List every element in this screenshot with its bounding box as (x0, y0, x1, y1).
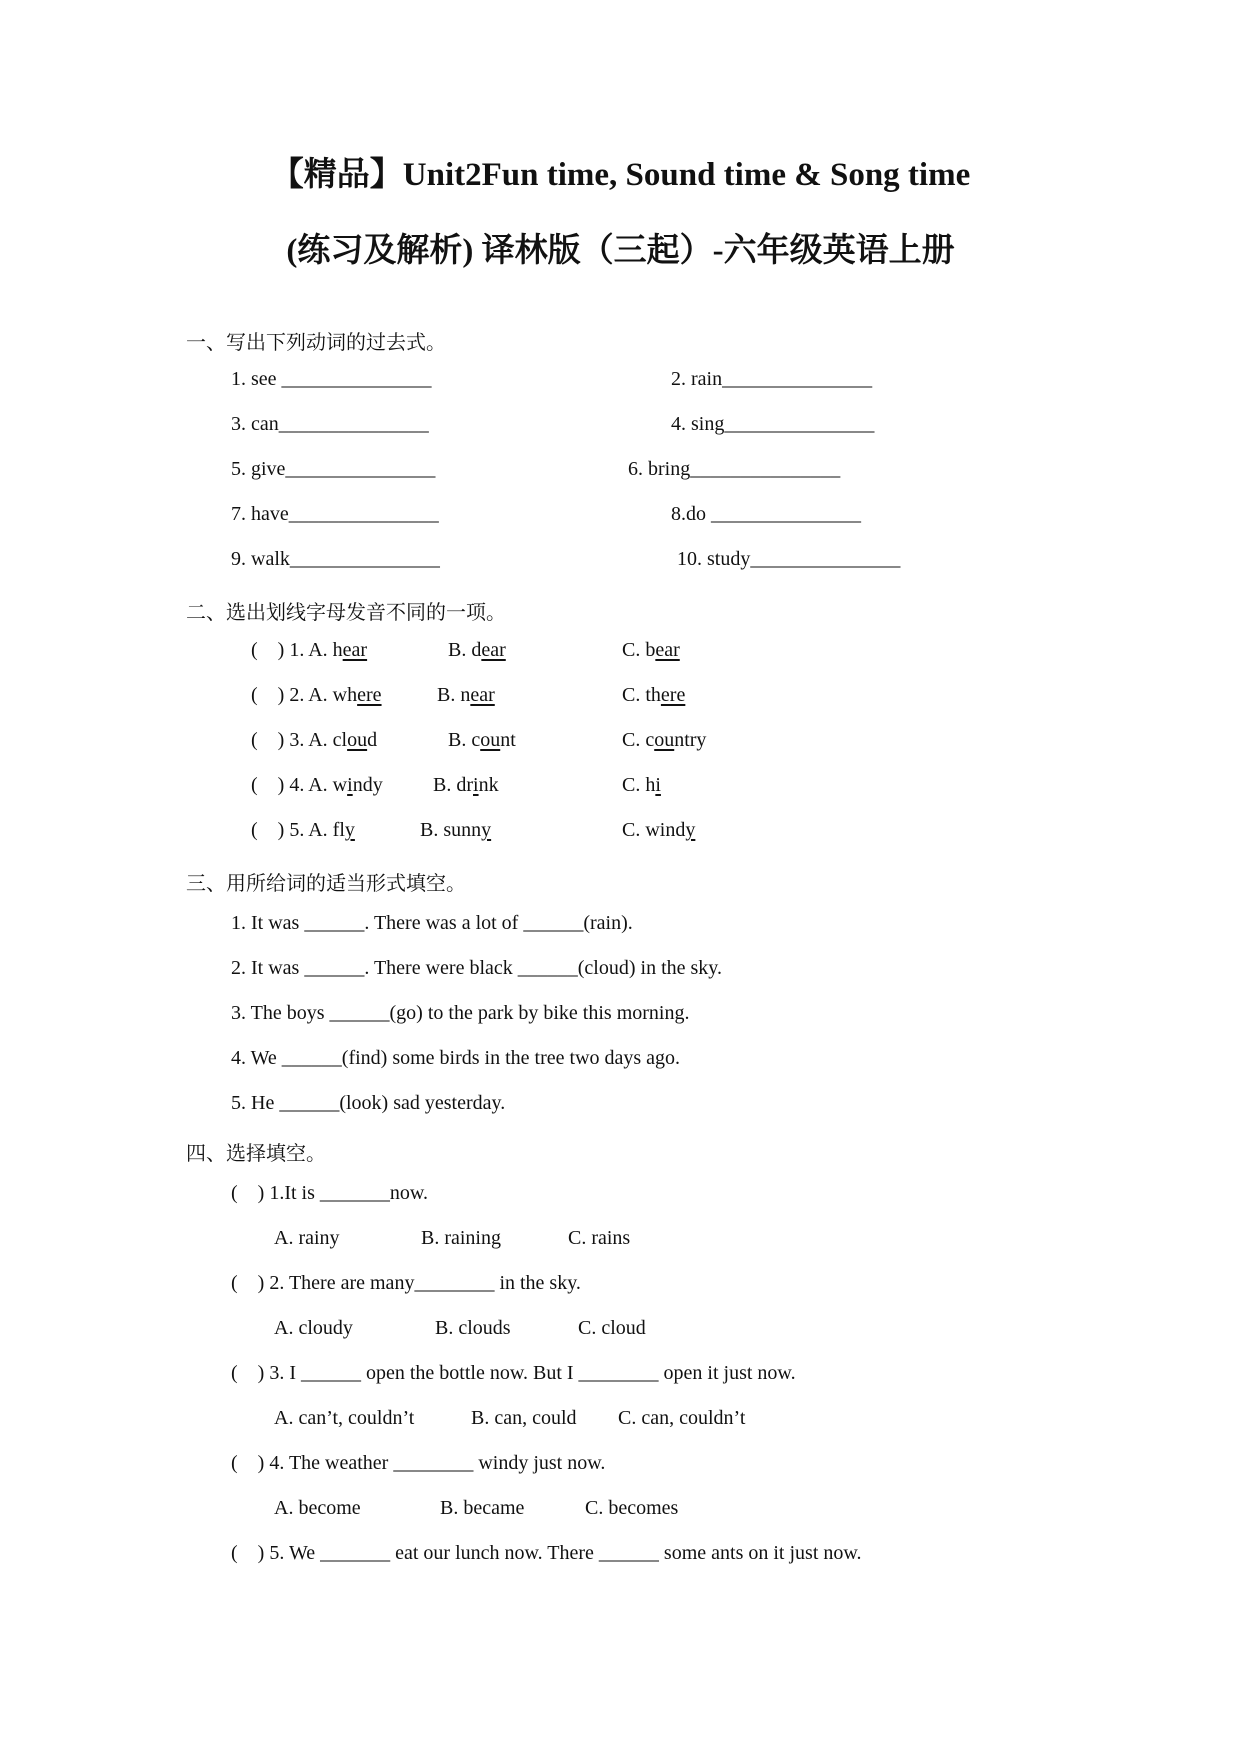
s3-item-2: 2. It was ______. There were black ______(cloud) in the sky. (231, 957, 722, 979)
s4-q1-option-c: C. rains (568, 1227, 631, 1249)
s2-row-4-option-c: C. hi (622, 774, 661, 796)
page-title-line1: 【精品】Unit2Fun time, Sound time & Song time (270, 157, 971, 193)
s1-item-3: 3. can_______________ (231, 413, 429, 435)
s1-item-7: 7. have_______________ (231, 503, 439, 525)
s1-item-8: 8.do _______________ (671, 503, 861, 525)
s2-row-2-option-b: B. near (437, 684, 495, 706)
s1-item-4: 4. sing_______________ (671, 413, 875, 435)
s1-item-10: 10. study_______________ (677, 548, 901, 570)
s2-row-3-option-c: C. country (622, 729, 707, 751)
s2-row-2-option-a: ( ) 2. A. where (251, 684, 382, 706)
s3-item-5: 5. He ______(look) sad yesterday. (231, 1092, 506, 1114)
s2-row-1-option-b: B. dear (448, 639, 506, 661)
s2-row-4-option-b: B. drink (433, 774, 499, 796)
s4-q3-option-a: A. can’t, couldn’t (274, 1407, 415, 1429)
s4-q2-option-c: C. cloud (578, 1317, 646, 1339)
section3-heading: 三、用所给词的适当形式填空。 (186, 871, 466, 895)
s4-q5-stem: ( ) 5. We _______ eat our lunch now. There ______ some ants on it just now. (231, 1542, 862, 1564)
s1-item-5: 5. give_______________ (231, 458, 436, 480)
s4-q1-stem: ( ) 1.It is _______now. (231, 1182, 429, 1204)
s4-q3-stem: ( ) 3. I ______ open the bottle now. But I ________ open it just now. (231, 1362, 796, 1384)
s2-row-5-option-b: B. sunny (420, 819, 492, 841)
s2-row-3-option-b: B. count (448, 729, 516, 751)
s4-q4-option-b: B. became (440, 1497, 525, 1519)
s4-q2-option-b: B. clouds (435, 1317, 511, 1339)
s2-row-3-option-a: ( ) 3. A. cloud (251, 729, 378, 751)
s2-row-5-option-a: ( ) 5. A. fly (251, 819, 355, 841)
s3-item-1: 1. It was ______. There was a lot of ______(rain). (231, 912, 633, 934)
s4-q1-option-b: B. raining (421, 1227, 501, 1249)
s2-row-1-option-a: ( ) 1. A. hear (251, 639, 368, 661)
s4-q2-option-a: A. cloudy (274, 1317, 353, 1339)
s1-item-1: 1. see _______________ (231, 368, 432, 390)
s3-item-3: 3. The boys ______(go) to the park by bike this morning. (231, 1002, 690, 1024)
s2-row-2-option-c: C. there (622, 684, 686, 706)
s4-q4-stem: ( ) 4. The weather ________ windy just now. (231, 1452, 606, 1474)
page-title-line2: (练习及解析) 译林版（三起）-六年级英语上册 (286, 233, 955, 269)
s4-q4-option-c: C. becomes (585, 1497, 679, 1519)
section4-heading: 四、选择填空。 (186, 1141, 326, 1165)
s3-item-4: 4. We ______(find) some birds in the tree two days ago. (231, 1047, 681, 1069)
s4-q3-option-c: C. can, couldn’t (618, 1407, 746, 1429)
s4-q4-option-a: A. become (274, 1497, 361, 1519)
s4-q3-option-b: B. can, could (471, 1407, 577, 1429)
section1-heading: 一、写出下列动词的过去式。 (186, 330, 446, 354)
s2-row-1-option-c: C. bear (622, 639, 680, 661)
s4-q2-stem: ( ) 2. There are many________ in the sky. (231, 1272, 581, 1294)
section2-heading: 二、选出划线字母发音不同的一项。 (186, 600, 506, 624)
s1-item-9: 9. walk_______________ (231, 548, 440, 570)
s4-q1-option-a: A. rainy (274, 1227, 340, 1249)
s1-item-2: 2. rain_______________ (671, 368, 873, 390)
s2-row-5-option-c: C. windy (622, 819, 696, 841)
s1-item-6: 6. bring_______________ (628, 458, 841, 480)
s2-row-4-option-a: ( ) 4. A. windy (251, 774, 383, 796)
